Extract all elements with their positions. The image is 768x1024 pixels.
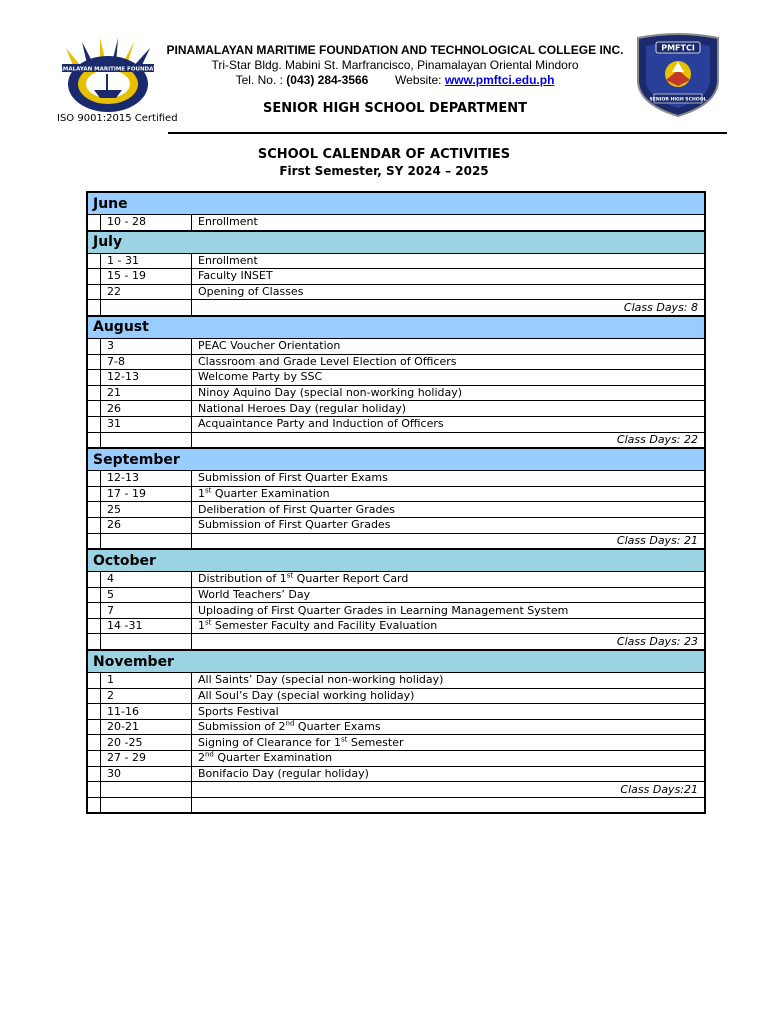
activity-text: Enrollment — [198, 253, 258, 267]
activity-cell — [192, 215, 706, 231]
activity-text: PEAC Voucher Orientation — [198, 339, 341, 353]
indent-cell — [87, 572, 101, 588]
activity-text-cont: Quarter Exams — [294, 720, 381, 734]
date-cell: 17 - 19 — [101, 486, 192, 502]
activity-row — [87, 401, 705, 417]
date-cell: 20 -25 — [101, 735, 192, 751]
college-name: PINAMALAYAN MARITIME FOUNDATION AND TECHNOLOGICAL COLLEGE INC. — [166, 43, 624, 57]
month-name: October — [87, 549, 705, 572]
date-cell: 1 - 31 — [101, 253, 192, 269]
blank-row — [87, 797, 705, 813]
activity-row — [87, 618, 705, 634]
activity-text: Submission of First Quarter Grades — [198, 518, 391, 532]
class-days-count: Class Days: 23 — [192, 634, 706, 650]
activity-text: Distribution of 1 — [198, 572, 287, 586]
header-divider — [168, 132, 727, 134]
shs-shield-logo — [632, 32, 724, 118]
activity-row — [87, 338, 705, 354]
indent-cell — [87, 735, 101, 751]
activity-row — [87, 284, 705, 300]
date-cell: 7-8 — [101, 354, 192, 370]
date-cell: 31 — [101, 416, 192, 432]
activity-row — [87, 253, 705, 269]
date-cell — [101, 634, 192, 650]
activity-text: All Soul’s Day (special working holiday) — [198, 688, 415, 702]
activity-text: Signing of Clearance for 1 — [198, 735, 342, 749]
date-cell: 1 — [101, 673, 192, 689]
date-cell: 30 — [101, 766, 192, 782]
activity-cell — [192, 797, 706, 813]
month-header — [87, 316, 705, 339]
date-cell: 15 - 19 — [101, 269, 192, 285]
indent-cell — [87, 688, 101, 704]
ordinal-suffix: st — [205, 486, 212, 495]
activity-row — [87, 354, 705, 370]
activity-row — [87, 502, 705, 518]
date-cell — [101, 797, 192, 813]
activity-cell — [192, 704, 706, 720]
activity-text: Deliberation of First Quarter Grades — [198, 502, 395, 516]
activity-cell — [192, 416, 706, 432]
website-link[interactable]: www.pmftci.edu.ph — [444, 73, 555, 87]
date-cell — [101, 533, 192, 549]
date-cell: 7 — [101, 603, 192, 619]
svg-text:PMFTCI: PMFTCI — [661, 43, 695, 53]
ordinal-suffix: nd — [205, 750, 214, 759]
indent-cell — [87, 704, 101, 720]
ordinal-suffix: st — [205, 618, 212, 627]
activity-text-cont: Semester Faculty and Facility Evaluation — [211, 619, 438, 633]
activity-text: Sports Festival — [198, 704, 279, 718]
activity-text: 1 — [198, 619, 205, 633]
indent-cell — [87, 517, 101, 533]
class-days-count: Class Days: 8 — [192, 300, 706, 316]
activity-cell — [192, 401, 706, 417]
date-cell: 5 — [101, 587, 192, 603]
date-cell: 21 — [101, 385, 192, 401]
date-cell: 26 — [101, 401, 192, 417]
activity-cell — [192, 385, 706, 401]
date-cell: 11-16 — [101, 704, 192, 720]
activity-text: Welcome Party by SSC — [198, 370, 323, 384]
ordinal-suffix: st — [286, 571, 294, 580]
activity-cell — [192, 370, 706, 386]
activity-text: Faculty INSET — [198, 269, 273, 283]
date-cell — [101, 300, 192, 316]
indent-cell — [87, 603, 101, 619]
indent-cell — [87, 486, 101, 502]
class-days-row — [87, 634, 705, 650]
activity-text: Ninoy Aquino Day (special non-working holiday) — [198, 386, 463, 400]
contact-line — [150, 73, 640, 87]
activity-cell — [192, 587, 706, 603]
indent-cell — [87, 587, 101, 603]
ordinal-suffix: st — [341, 735, 348, 744]
activity-cell — [192, 603, 706, 619]
department-title: SENIOR HIGH SCHOOL DEPARTMENT — [263, 101, 527, 116]
activity-cell — [192, 486, 706, 502]
website-label: Website: — [395, 73, 442, 87]
month-header — [87, 650, 705, 673]
activity-text: Enrollment — [198, 215, 258, 229]
svg-text:SENIOR HIGH SCHOOL: SENIOR HIGH SCHOOL — [649, 97, 707, 103]
month-header — [87, 549, 705, 572]
date-cell: 20-21 — [101, 719, 192, 735]
indent-cell — [87, 253, 101, 269]
activity-row — [87, 471, 705, 487]
activity-cell — [192, 572, 706, 588]
activity-cell — [192, 338, 706, 354]
activity-text: Uploading of First Quarter Grades in Learning Management System — [198, 603, 569, 617]
activity-cell — [192, 354, 706, 370]
activity-cell — [192, 618, 706, 634]
date-cell — [101, 782, 192, 798]
indent-cell — [87, 215, 101, 231]
indent-cell — [87, 618, 101, 634]
activity-text: Submission of First Quarter Exams — [198, 471, 388, 485]
indent-cell — [87, 471, 101, 487]
svg-text:PINAMALAYAN MARITIME FOUNDATIO: PINAMALAYAN MARITIME FOUNDATION — [47, 66, 169, 73]
indent-cell — [87, 385, 101, 401]
indent-cell — [87, 533, 101, 549]
date-cell: 10 - 28 — [101, 215, 192, 231]
activity-row — [87, 719, 705, 735]
activity-row — [87, 688, 705, 704]
activity-text: Submission of 2 — [198, 720, 286, 734]
date-cell: 12-13 — [101, 471, 192, 487]
date-cell: 2 — [101, 688, 192, 704]
activity-cell — [192, 735, 706, 751]
activity-row — [87, 370, 705, 386]
activity-text: Opening of Classes — [198, 285, 304, 299]
activity-text: Classroom and Grade Level Election of Officers — [198, 354, 457, 368]
indent-cell — [87, 370, 101, 386]
indent-cell — [87, 634, 101, 650]
activity-text: All Saints’ Day (special non-working holiday) — [198, 673, 444, 687]
month-name: June — [87, 192, 705, 215]
class-days-row — [87, 533, 705, 549]
activity-cell — [192, 253, 706, 269]
month-name: July — [87, 231, 705, 254]
class-days-count: Class Days: 22 — [192, 432, 706, 448]
indent-cell — [87, 719, 101, 735]
month-header — [87, 448, 705, 471]
activity-text: World Teachers’ Day — [198, 587, 311, 601]
activity-cell — [192, 688, 706, 704]
activity-text: National Heroes Day (regular holiday) — [198, 401, 407, 415]
activity-row — [87, 486, 705, 502]
indent-cell — [87, 284, 101, 300]
activity-cell — [192, 766, 706, 782]
indent-cell — [87, 432, 101, 448]
activity-text: 2 — [198, 751, 205, 765]
activity-row — [87, 385, 705, 401]
indent-cell — [87, 338, 101, 354]
activity-text-cont: Semester — [347, 735, 404, 749]
tel-number: (043) 284-3566 — [286, 73, 369, 87]
date-cell: 4 — [101, 572, 192, 588]
date-cell: 14 -31 — [101, 618, 192, 634]
activity-row — [87, 766, 705, 782]
class-days-row — [87, 782, 705, 798]
activity-cell — [192, 719, 706, 735]
class-days-row — [87, 432, 705, 448]
activity-row — [87, 416, 705, 432]
activity-row — [87, 751, 705, 767]
activity-cell — [192, 517, 706, 533]
month-name: August — [87, 316, 705, 339]
activity-cell — [192, 471, 706, 487]
date-cell — [101, 432, 192, 448]
indent-cell — [87, 673, 101, 689]
tel-label: Tel. No. : — [235, 73, 283, 87]
date-cell: 26 — [101, 517, 192, 533]
college-logo — [47, 38, 169, 116]
activity-cell — [192, 751, 706, 767]
indent-cell — [87, 269, 101, 285]
indent-cell — [87, 300, 101, 316]
activity-cell — [192, 502, 706, 518]
indent-cell — [87, 751, 101, 767]
class-days-count: Class Days:21 — [192, 782, 706, 798]
date-cell: 3 — [101, 338, 192, 354]
activity-text: 1 — [198, 487, 205, 501]
month-name: November — [87, 650, 705, 673]
month-name: September — [87, 448, 705, 471]
activity-cell — [192, 269, 706, 285]
indent-cell — [87, 782, 101, 798]
activity-cell — [192, 673, 706, 689]
month-header — [87, 231, 705, 254]
class-days-row — [87, 300, 705, 316]
indent-cell — [87, 797, 101, 813]
activity-row — [87, 603, 705, 619]
date-cell: 25 — [101, 502, 192, 518]
activity-row — [87, 572, 705, 588]
activity-text-cont: Quarter Report Card — [293, 572, 409, 586]
date-cell: 12-13 — [101, 370, 192, 386]
activity-text-cont: Quarter Examination — [211, 487, 330, 501]
indent-cell — [87, 766, 101, 782]
activity-text-cont: Quarter Examination — [213, 751, 333, 765]
activity-row — [87, 269, 705, 285]
activity-row — [87, 704, 705, 720]
indent-cell — [87, 354, 101, 370]
activity-text: Acquaintance Party and Induction of Officers — [198, 417, 444, 431]
activity-row — [87, 735, 705, 751]
class-days-count: Class Days: 21 — [192, 533, 706, 549]
indent-cell — [87, 401, 101, 417]
indent-cell — [87, 502, 101, 518]
iso-certification: ISO 9001:2015 Certified — [57, 113, 178, 124]
calendar-table — [86, 191, 706, 814]
indent-cell — [87, 416, 101, 432]
document-title: SCHOOL CALENDAR OF ACTIVITIES — [257, 147, 511, 162]
college-address: Tri-Star Bldg. Mabini St. Marfrancisco, Pinamalayan Oriental Mindoro — [211, 58, 579, 72]
activity-row — [87, 673, 705, 689]
activity-row — [87, 587, 705, 603]
month-header — [87, 192, 705, 215]
date-cell: 27 - 29 — [101, 751, 192, 767]
activity-text: Bonifacio Day (regular holiday) — [198, 766, 369, 780]
ordinal-suffix: nd — [285, 719, 295, 728]
date-cell: 22 — [101, 284, 192, 300]
activity-row — [87, 215, 705, 231]
document-subtitle: First Semester, SY 2024 – 2025 — [279, 164, 489, 178]
activity-cell — [192, 284, 706, 300]
activity-row — [87, 517, 705, 533]
